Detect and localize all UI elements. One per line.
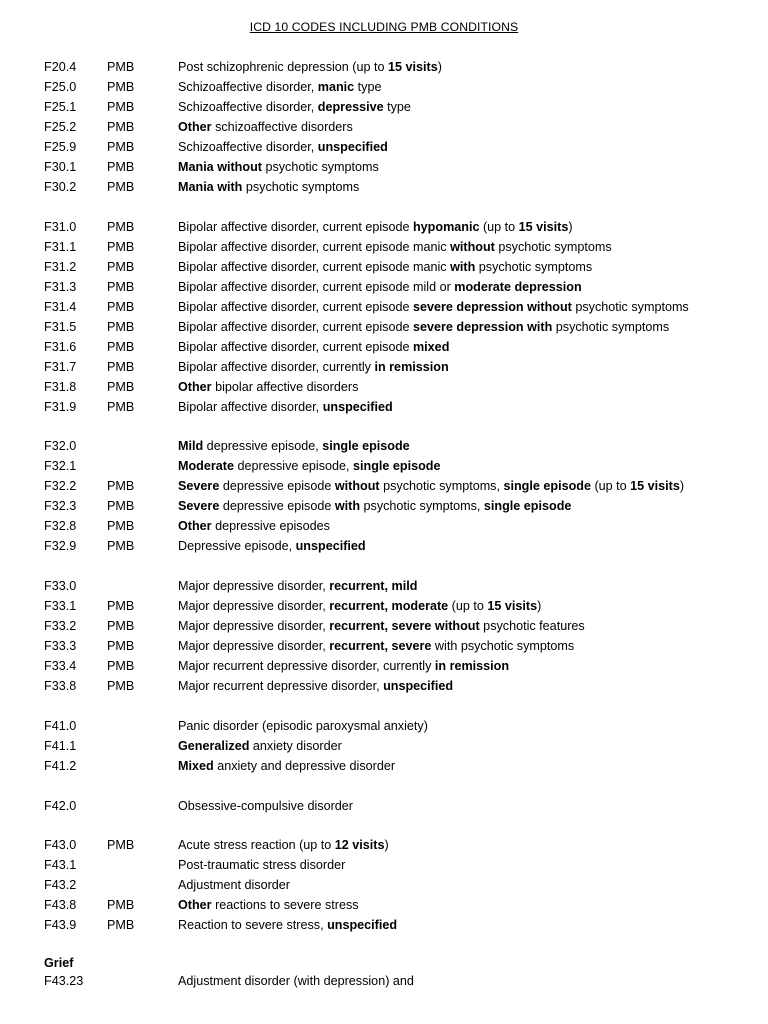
description-emphasis: Severe bbox=[178, 479, 220, 493]
description-text: (up to bbox=[590, 479, 631, 493]
icd-code: F33.1 bbox=[44, 599, 77, 613]
description-emphasis: 15 visits bbox=[388, 60, 438, 74]
pmb-flag: PMB bbox=[107, 240, 135, 254]
condition-description bbox=[178, 57, 442, 77]
description-text: Schizoaffective disorder, bbox=[178, 100, 318, 114]
description-text: psychotic symptoms, bbox=[360, 499, 484, 513]
description-emphasis: unspecified bbox=[295, 539, 366, 553]
condition-description bbox=[178, 337, 449, 357]
description-text: type bbox=[354, 80, 382, 94]
description-text: psychotic features bbox=[479, 619, 585, 633]
condition-description bbox=[178, 137, 388, 157]
description-emphasis: severe depression without bbox=[412, 300, 572, 314]
icd-code: F42.0 bbox=[44, 799, 77, 813]
condition-description bbox=[178, 397, 393, 417]
pmb-flag: PMB bbox=[107, 360, 135, 374]
icd-code: F41.2 bbox=[44, 759, 77, 773]
description-emphasis: without bbox=[450, 240, 495, 254]
description-emphasis: Mixed bbox=[178, 759, 214, 773]
description-text: psychotic symptoms bbox=[475, 260, 593, 274]
condition-description bbox=[178, 576, 417, 596]
condition-description bbox=[178, 796, 353, 816]
description-text: Bipolar affective disorder, current episode bbox=[178, 320, 413, 334]
pmb-flag: PMB bbox=[107, 380, 135, 394]
pmb-flag: PMB bbox=[107, 898, 135, 912]
description-emphasis: unspecified bbox=[322, 400, 393, 414]
description-text: psychotic symptoms, bbox=[379, 479, 504, 493]
description-emphasis: severe depression with bbox=[412, 320, 553, 334]
condition-description bbox=[178, 516, 330, 536]
description-text: Post-traumatic stress disorder bbox=[178, 858, 346, 872]
condition-description bbox=[178, 257, 592, 277]
description-text: depressive episode, bbox=[203, 439, 323, 453]
condition-description bbox=[178, 97, 411, 117]
condition-description bbox=[178, 855, 345, 875]
description-text: Major recurrent depressive disorder, bbox=[178, 679, 384, 693]
condition-description bbox=[178, 496, 571, 516]
description-text: psychotic symptoms bbox=[494, 240, 612, 254]
description-emphasis: Mild bbox=[178, 439, 204, 453]
condition-description bbox=[178, 157, 379, 177]
icd-code: F32.3 bbox=[44, 499, 77, 513]
description-emphasis: Other bbox=[178, 380, 212, 394]
condition-description bbox=[178, 357, 449, 377]
description-text: Post schizophrenic depression (up to bbox=[178, 60, 389, 74]
condition-description bbox=[178, 117, 353, 137]
description-text: ) bbox=[679, 479, 685, 493]
condition-description bbox=[178, 971, 414, 991]
icd-code: F30.2 bbox=[44, 180, 77, 194]
section-heading-grief: Grief bbox=[44, 956, 74, 970]
description-emphasis: Severe bbox=[178, 499, 220, 513]
icd-code: F31.0 bbox=[44, 220, 77, 234]
description-text: Major depressive disorder, bbox=[178, 639, 330, 653]
condition-description bbox=[178, 297, 689, 317]
description-text: Obsessive-compulsive disorder bbox=[178, 799, 353, 813]
icd-code: F20.4 bbox=[44, 60, 77, 74]
description-emphasis: hypomanic bbox=[412, 220, 480, 234]
description-text: Major depressive disorder, bbox=[178, 619, 330, 633]
condition-description bbox=[178, 237, 612, 257]
icd-code: F31.6 bbox=[44, 340, 77, 354]
description-text: psychotic symptoms bbox=[261, 160, 379, 174]
icd-code: F32.9 bbox=[44, 539, 77, 553]
description-text: ) bbox=[537, 599, 542, 613]
condition-description bbox=[178, 875, 290, 895]
pmb-flag: PMB bbox=[107, 838, 135, 852]
icd-code: F33.2 bbox=[44, 619, 77, 633]
pmb-flag: PMB bbox=[107, 260, 135, 274]
description-emphasis: 15 visits bbox=[487, 599, 538, 613]
icd-code: F33.0 bbox=[44, 579, 77, 593]
icd-code: F31.2 bbox=[44, 260, 77, 274]
description-emphasis: unspecified bbox=[383, 679, 454, 693]
icd-code: F25.9 bbox=[44, 140, 77, 154]
description-text: psychotic symptoms bbox=[571, 300, 689, 314]
condition-description bbox=[178, 716, 428, 736]
condition-description bbox=[178, 736, 342, 756]
description-text: Bipolar affective disorder, current episode manic bbox=[178, 260, 451, 274]
condition-description bbox=[178, 536, 366, 556]
description-text: anxiety disorder bbox=[249, 739, 342, 753]
description-emphasis: with bbox=[450, 260, 476, 274]
pmb-flag: PMB bbox=[107, 80, 135, 94]
description-emphasis: recurrent, severe without bbox=[329, 619, 480, 633]
description-text: Panic disorder (episodic paroxysmal anxiety) bbox=[178, 719, 428, 733]
condition-description bbox=[178, 317, 669, 337]
description-emphasis: Generalized bbox=[178, 739, 250, 753]
description-text: anxiety and depressive disorder bbox=[213, 759, 396, 773]
description-emphasis: with bbox=[334, 499, 361, 513]
condition-description bbox=[178, 277, 582, 297]
condition-description bbox=[178, 596, 541, 616]
description-text: Major depressive disorder, bbox=[178, 579, 330, 593]
icd-code: F25.2 bbox=[44, 120, 77, 134]
description-text: depressive episode bbox=[219, 479, 335, 493]
description-text: Schizoaffective disorder, bbox=[178, 140, 318, 154]
pmb-flag: PMB bbox=[107, 539, 135, 553]
description-text: Major recurrent depressive disorder, currently bbox=[178, 659, 435, 673]
icd-code: F43.0 bbox=[44, 838, 77, 852]
icd-code: F31.1 bbox=[44, 240, 77, 254]
description-text: Bipolar affective disorder, current episode mild or bbox=[178, 280, 455, 294]
description-text: psychotic symptoms bbox=[552, 320, 670, 334]
description-emphasis: Other bbox=[178, 519, 212, 533]
icd-code: F33.3 bbox=[44, 639, 77, 653]
icd-code: F31.9 bbox=[44, 400, 77, 414]
condition-description bbox=[178, 756, 395, 776]
condition-description bbox=[178, 835, 389, 855]
description-emphasis: recurrent, severe bbox=[329, 639, 432, 653]
description-text: (up to bbox=[448, 599, 488, 613]
description-emphasis: 15 visits bbox=[630, 479, 680, 493]
description-text: reactions to severe stress bbox=[211, 898, 359, 912]
icd-code: F33.4 bbox=[44, 659, 77, 673]
description-text: ) bbox=[568, 220, 573, 234]
pmb-flag: PMB bbox=[107, 400, 135, 414]
icd-code: F31.3 bbox=[44, 280, 77, 294]
pmb-flag: PMB bbox=[107, 140, 135, 154]
pmb-flag: PMB bbox=[107, 659, 135, 673]
pmb-flag: PMB bbox=[107, 100, 135, 114]
description-text: bipolar affective disorders bbox=[211, 380, 359, 394]
page-title: ICD 10 CODES INCLUDING PMB CONDITIONS bbox=[249, 20, 519, 34]
description-emphasis: unspecified bbox=[317, 140, 388, 154]
condition-description bbox=[178, 377, 358, 397]
description-text: depressive episodes bbox=[211, 519, 330, 533]
description-emphasis: 12 visits bbox=[334, 838, 385, 852]
description-text: Adjustment disorder (with depression) and bbox=[178, 974, 414, 988]
description-text: ) bbox=[437, 60, 442, 74]
icd-code: F41.0 bbox=[44, 719, 77, 733]
description-emphasis: unspecified bbox=[327, 918, 398, 932]
pmb-flag: PMB bbox=[107, 599, 135, 613]
description-text: Adjustment disorder bbox=[178, 878, 290, 892]
description-emphasis: Other bbox=[178, 120, 212, 134]
condition-description bbox=[178, 895, 359, 915]
description-text: Bipolar affective disorder, current episode bbox=[178, 340, 413, 354]
pmb-flag: PMB bbox=[107, 160, 135, 174]
description-emphasis: in remission bbox=[434, 659, 510, 673]
icd-code: F31.8 bbox=[44, 380, 77, 394]
description-emphasis: Other bbox=[178, 898, 212, 912]
icd-code: F25.0 bbox=[44, 80, 77, 94]
description-text: depressive episode bbox=[219, 499, 335, 513]
description-text: (up to bbox=[479, 220, 519, 234]
icd-code: F31.5 bbox=[44, 320, 77, 334]
description-emphasis: Moderate bbox=[178, 459, 234, 473]
condition-description bbox=[178, 217, 573, 237]
description-text: Depressive episode, bbox=[178, 539, 296, 553]
pmb-flag: PMB bbox=[107, 639, 135, 653]
description-text: psychotic symptoms bbox=[242, 180, 360, 194]
description-text: Acute stress reaction (up to bbox=[178, 838, 335, 852]
pmb-flag: PMB bbox=[107, 479, 135, 493]
condition-description bbox=[178, 656, 509, 676]
condition-description bbox=[178, 636, 574, 656]
icd-code: F32.1 bbox=[44, 459, 77, 473]
icd-code: F43.2 bbox=[44, 878, 77, 892]
description-emphasis: manic bbox=[317, 80, 355, 94]
pmb-flag: PMB bbox=[107, 220, 135, 234]
condition-description bbox=[178, 436, 410, 456]
icd-code: F32.8 bbox=[44, 519, 77, 533]
icd-code: F30.1 bbox=[44, 160, 77, 174]
icd-code: F32.0 bbox=[44, 439, 77, 453]
pmb-flag: PMB bbox=[107, 280, 135, 294]
description-emphasis: without bbox=[334, 479, 380, 493]
condition-description bbox=[178, 915, 397, 935]
description-text: Reaction to severe stress, bbox=[178, 918, 328, 932]
icd-code: F43.1 bbox=[44, 858, 77, 872]
icd-code: F31.7 bbox=[44, 360, 77, 374]
description-emphasis: depressive bbox=[317, 100, 384, 114]
pmb-flag: PMB bbox=[107, 918, 135, 932]
description-text: with psychotic symptoms bbox=[431, 639, 575, 653]
condition-description bbox=[178, 456, 440, 476]
condition-description bbox=[178, 476, 684, 496]
pmb-flag: PMB bbox=[107, 499, 135, 513]
description-text: Bipolar affective disorder, current episode bbox=[178, 220, 413, 234]
condition-description bbox=[178, 616, 585, 636]
description-text: ) bbox=[384, 838, 389, 852]
icd-code: F25.1 bbox=[44, 100, 77, 114]
description-emphasis: recurrent, moderate bbox=[329, 599, 449, 613]
description-emphasis: 15 visits bbox=[518, 220, 569, 234]
condition-description bbox=[178, 177, 359, 197]
description-emphasis: single episode bbox=[322, 439, 410, 453]
icd-code: F33.8 bbox=[44, 679, 77, 693]
description-text: Bipolar affective disorder, current episode bbox=[178, 300, 413, 314]
description-emphasis: recurrent, mild bbox=[329, 579, 418, 593]
description-emphasis: Mania without bbox=[178, 160, 262, 174]
icd-code: F41.1 bbox=[44, 739, 77, 753]
icd-code: F43.8 bbox=[44, 898, 77, 912]
pmb-flag: PMB bbox=[107, 340, 135, 354]
description-text: Bipolar affective disorder, current episode manic bbox=[178, 240, 451, 254]
description-text: Bipolar affective disorder, currently bbox=[178, 360, 375, 374]
pmb-flag: PMB bbox=[107, 320, 135, 334]
pmb-flag: PMB bbox=[107, 300, 135, 314]
pmb-flag: PMB bbox=[107, 679, 135, 693]
pmb-flag: PMB bbox=[107, 519, 135, 533]
description-text: schizoaffective disorders bbox=[211, 120, 353, 134]
description-emphasis: single episode bbox=[483, 499, 572, 513]
description-text: depressive episode, bbox=[233, 459, 353, 473]
pmb-flag: PMB bbox=[107, 120, 135, 134]
icd-code: F31.4 bbox=[44, 300, 77, 314]
icd-code: F43.9 bbox=[44, 918, 77, 932]
icd-code: F43.23 bbox=[44, 974, 84, 988]
description-emphasis: in remission bbox=[374, 360, 449, 374]
description-text: Bipolar affective disorder, bbox=[178, 400, 323, 414]
description-text: Major depressive disorder, bbox=[178, 599, 330, 613]
description-emphasis: mixed bbox=[412, 340, 450, 354]
description-text: type bbox=[383, 100, 411, 114]
description-emphasis: single episode bbox=[503, 479, 591, 493]
description-emphasis: moderate depression bbox=[454, 280, 582, 294]
description-emphasis: single episode bbox=[353, 459, 441, 473]
description-text: Schizoaffective disorder, bbox=[178, 80, 318, 94]
pmb-flag: PMB bbox=[107, 180, 135, 194]
description-emphasis: Mania with bbox=[178, 180, 243, 194]
condition-description bbox=[178, 77, 382, 97]
condition-description bbox=[178, 676, 453, 696]
pmb-flag: PMB bbox=[107, 60, 135, 74]
pmb-flag: PMB bbox=[107, 619, 135, 633]
icd-code: F32.2 bbox=[44, 479, 77, 493]
